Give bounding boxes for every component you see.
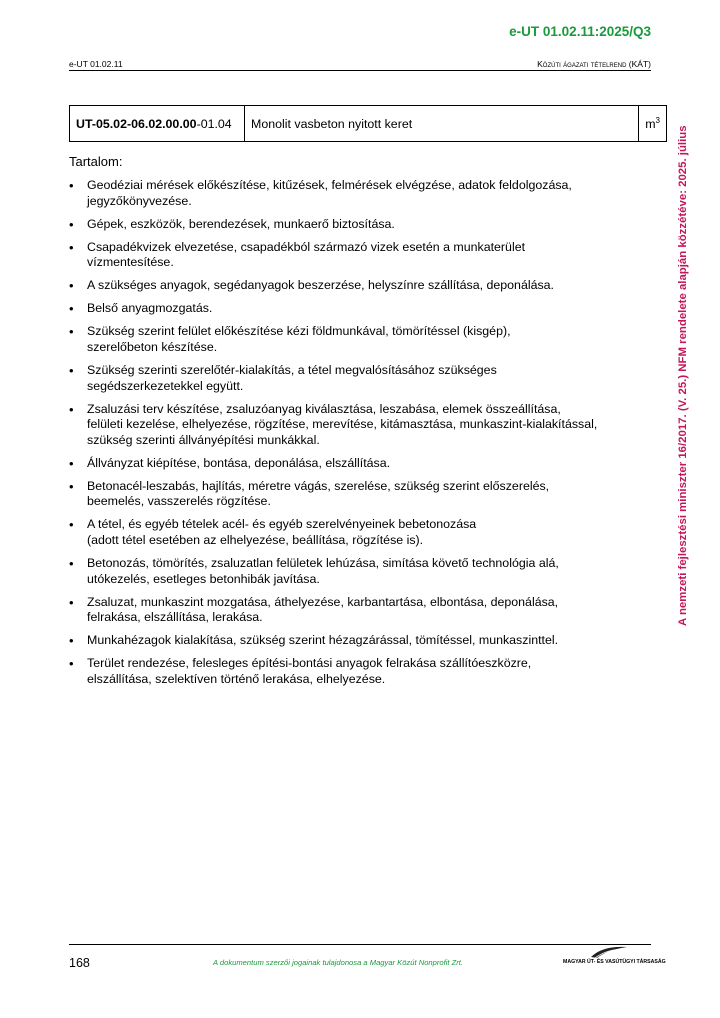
list-item-line: felületi kezelése, elhelyezése, rögzítése, merevítése, kitámasztása, munkaszint-kialakítással, bbox=[87, 417, 598, 432]
header-divider bbox=[69, 70, 651, 71]
list-item-line: Belső anyagmozgatás. bbox=[87, 301, 213, 316]
list-item-line: utókezelés, esetleges betonhibák javítása. bbox=[87, 571, 320, 586]
list-item-line: A tétel, és egyéb tételek acél- és egyéb szerelvényeinek bebetonozása bbox=[87, 517, 477, 532]
list-item bbox=[69, 278, 649, 294]
header-title-abbr: (KÁT) bbox=[628, 59, 651, 69]
header-doc-ref: e-UT 01.02.11 bbox=[69, 59, 123, 69]
list-item-line: Zsaluzási terv készítése, zsaluzóanyag kiválasztása, leszabása, elemek összeállítása, bbox=[87, 401, 561, 416]
list-item-line: Gépek, eszközök, berendezések, munkaerő biztosítása. bbox=[87, 216, 395, 231]
list-item-line: Szükség szerint felület előkészítése kézi földmunkával, tömörítéssel (kisgép), bbox=[87, 324, 511, 339]
copyright-notice: A dokumentum szerzői jogainak tulajdonosa a Magyar Közút Nonprofit Zrt. bbox=[213, 958, 464, 967]
item-unit-exponent: 3 bbox=[655, 115, 660, 125]
item-code: UT-05.02-06.02.00.00 bbox=[76, 116, 197, 131]
list-item bbox=[69, 656, 649, 687]
list-item-line: Betonozás, tömörítés, zsaluzatlan felületek lehúzása, simítása követő technológia alá, bbox=[87, 556, 559, 571]
list-item bbox=[69, 240, 649, 271]
list-item-line: beemelés, vasszerelés rögzítése. bbox=[87, 494, 271, 509]
list-item-line: Munkahézagok kialakítása, szükség szerint hézagzárással, tömítéssel, munkaszinttel. bbox=[87, 633, 559, 648]
list-item-line: A szükséges anyagok, segédanyagok beszerzése, helyszínre szállítása, deponálása. bbox=[87, 278, 555, 293]
road-swoosh-icon bbox=[589, 945, 629, 959]
list-item-line: segédszerkezetekkel együtt. bbox=[87, 378, 244, 393]
list-item bbox=[69, 363, 649, 394]
item-unit: m bbox=[645, 117, 656, 132]
organization-logo bbox=[563, 945, 666, 969]
list-item bbox=[69, 479, 649, 510]
list-item bbox=[69, 633, 649, 649]
list-item bbox=[69, 402, 649, 449]
document-id: e-UT 01.02.11:2025/Q3 bbox=[509, 24, 651, 39]
item-name-cell bbox=[245, 106, 639, 142]
item-name: Monolit vasbeton nyitott keret bbox=[251, 116, 413, 131]
list-item-line: szerelőbeton készítése. bbox=[87, 339, 218, 354]
list-item bbox=[69, 217, 649, 233]
item-code-suffix: -01.04 bbox=[196, 116, 232, 131]
list-item bbox=[69, 324, 649, 355]
item-row bbox=[70, 106, 667, 142]
list-item-line: Állványzat kiépítése, bontása, deponálása, elszállítása. bbox=[87, 455, 391, 470]
list-item-line: vízmentesítése. bbox=[87, 255, 174, 270]
list-item-line: Geodéziai mérések előkészítése, kitűzések, felmérések elvégzése, adatok feldolgozása, bbox=[87, 178, 572, 192]
list-item-line: jegyzőkönyvezése. bbox=[87, 193, 192, 208]
list-item bbox=[69, 178, 649, 209]
list-item bbox=[69, 517, 649, 548]
list-item-line: Szükség szerinti szerelőtér-kialakítás, a tétel megvalósításához szükséges bbox=[87, 363, 497, 378]
list-item-line: Terület rendezése, felesleges építési-bontási anyagok felrakása szállítóeszközre, bbox=[87, 656, 532, 671]
list-item bbox=[69, 456, 649, 472]
publication-note: A nemzeti fejlesztési miniszter 16/2017. (V. 25.) NFM rendelete alapján közzétéve: 2025. július bbox=[677, 125, 689, 626]
list-item bbox=[69, 595, 649, 626]
contents-title: Tartalom: bbox=[69, 154, 123, 169]
task-list bbox=[69, 178, 649, 695]
item-table bbox=[69, 105, 667, 142]
item-code-cell bbox=[70, 106, 245, 142]
list-item-line: szükség szerinti állványépítési munkákkal. bbox=[87, 432, 320, 447]
page-number: 168 bbox=[69, 956, 90, 970]
item-unit-cell bbox=[639, 106, 667, 142]
list-item-line: Betonacél-leszabás, hajlítás, méretre vágás, szerelése, szükség szerint előszerelés, bbox=[87, 478, 550, 493]
list-item bbox=[69, 301, 649, 317]
header-title bbox=[537, 59, 651, 69]
list-item-line: Csapadékvizek elvezetése, csapadékból származó vizek esetén a munkaterület bbox=[87, 239, 526, 254]
list-item-line: (adott tétel esetében az elhelyezése, beállítása, rögzítése is). bbox=[87, 532, 424, 547]
header-title-main: Közúti ágazati tételrend bbox=[537, 59, 627, 69]
list-item-line: felrakása, elszállítása, lerakása. bbox=[87, 610, 263, 625]
list-item-line: Zsaluzat, munkaszint mozgatása, áthelyezése, karbantartása, elbontása, deponálása, bbox=[87, 594, 559, 609]
logo-text: MAGYAR ÚT- ÉS VASÚTÜGYI TÁRSASÁG bbox=[563, 959, 666, 965]
list-item bbox=[69, 556, 649, 587]
list-item-line: elszállítása, szelektíven történő lerakása, elhelyezése. bbox=[87, 671, 386, 686]
